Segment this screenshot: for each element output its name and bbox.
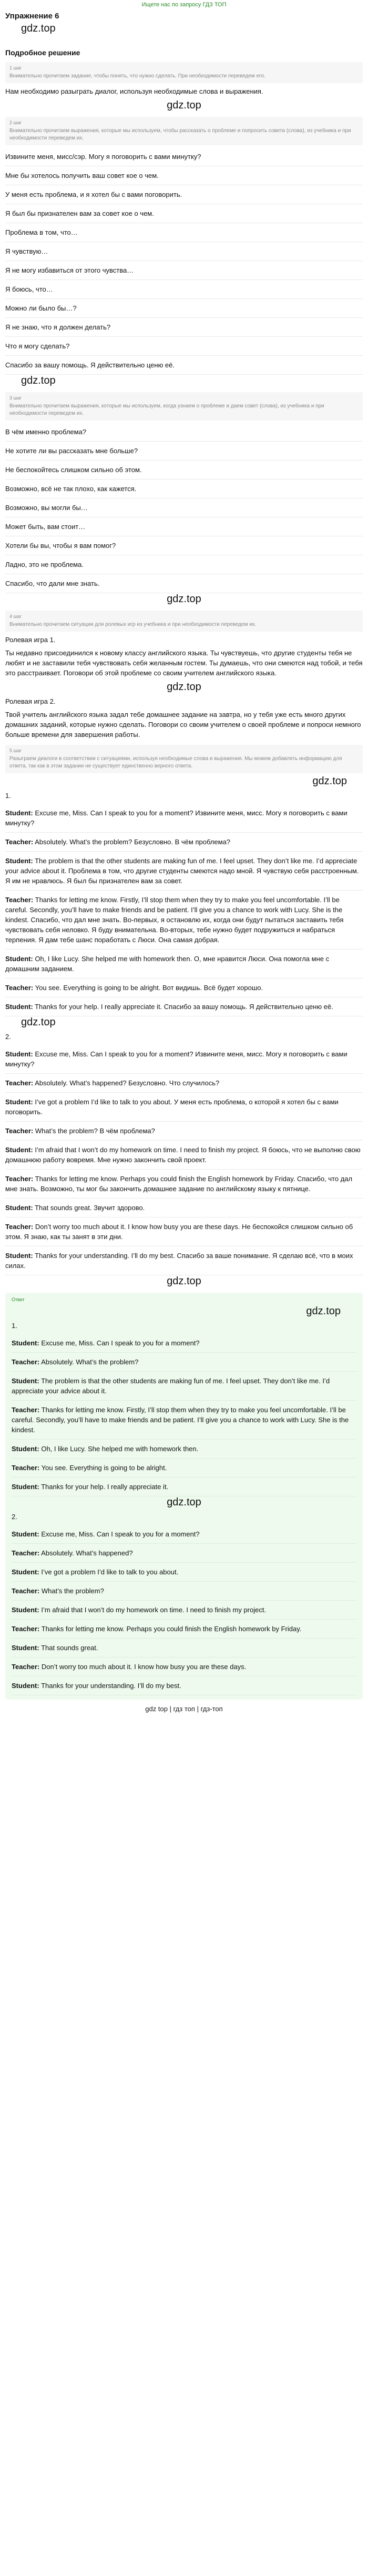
phrase-item: Проблема в том, что… xyxy=(5,223,363,242)
phrase-item: Можно ли было бы…? xyxy=(5,299,363,318)
line-text: Oh, I like Lucy. She helped me with homework then. О, мне нравится Люси. Она помогла мне с домашним заданием. xyxy=(5,955,330,973)
dialogue-line xyxy=(5,1246,363,1275)
speaker-label: Student: xyxy=(5,1050,33,1058)
watermark: gdz.top xyxy=(312,775,347,787)
speaker-label: Student: xyxy=(12,1606,39,1614)
dialogue-line xyxy=(5,1093,363,1122)
speaker-label: Student: xyxy=(12,1568,39,1576)
search-hint-link[interactable]: Ищете нас по запросу ГДЗ ТОП xyxy=(141,2,227,8)
speaker-label: Student: xyxy=(12,1483,39,1491)
dialogue-line xyxy=(5,979,363,997)
dialogue-line xyxy=(12,1582,356,1601)
line-text: I’m afraid that I won’t do my homework on time. I need to finish my project. xyxy=(41,1606,267,1614)
line-text: The problem is that the other students are making fun of me. I feel upset. They don’t like me. I’d appreciate your advice about it. Проблема в том, что другие студенты смеются надо мной. Я чувствую себя расстроенным. Я им не нравлюсь. Я был бы признателен вам за совет. xyxy=(5,857,359,885)
speaker-label: Student: xyxy=(12,1339,39,1347)
line-text: Absolutely. What’s happened? Безусловно. Что случилось? xyxy=(35,1079,220,1087)
speaker-label: Student: xyxy=(12,1377,39,1385)
line-text: Absolutely. What’s the problem? Безусловно. В чём проблема? xyxy=(35,838,231,846)
step-text: Внимательно прочитаем задание, чтобы понять, что нужно сделать. При необходимости переведем его. xyxy=(9,73,265,79)
speaker-label: Student: xyxy=(5,1098,33,1106)
dialogue-line xyxy=(5,852,363,891)
line-text: That sounds great. Звучит здорово. xyxy=(35,1204,145,1212)
line-text: Thanks for letting me know. Firstly, I’ll stop them when they try to make you feel uncomfortable. I’ll be careful. Secondly, you’ll have to make friends and be patient. I’ll give you a chance to work with Lucy. She is the kindest. xyxy=(12,1406,349,1434)
phrase-item: Спасибо за вашу помощь. Я действительно ценю её. xyxy=(5,356,363,375)
speaker-label: Student: xyxy=(5,1252,33,1260)
speaker-label: Teacher: xyxy=(5,838,34,846)
dialogue xyxy=(12,1334,356,1496)
dialogue-line xyxy=(5,1199,363,1217)
line-text: I’ve got a problem I’d like to talk to you about. У меня есть проблема, о которой я хотел бы с вами поговорить. xyxy=(5,1098,339,1116)
watermark: gdz.top xyxy=(167,681,201,693)
phrase-item: Не хотите ли вы рассказать мне больше? xyxy=(5,442,363,461)
speaker-label: Teacher: xyxy=(12,1406,40,1414)
watermark: gdz.top xyxy=(21,23,56,34)
dialogue-number: 2. xyxy=(12,1513,17,1521)
speaker-label: Teacher: xyxy=(5,1079,34,1087)
footer-separator: | xyxy=(197,1705,201,1713)
speaker-label: Teacher: xyxy=(5,1223,34,1231)
footer-link[interactable]: гдз-топ xyxy=(200,1705,223,1713)
dialogue-line xyxy=(12,1563,356,1582)
dialogue-line xyxy=(12,1353,356,1372)
step-box xyxy=(5,62,363,83)
line-text: I’ve got a problem I’d like to talk to you about. xyxy=(41,1568,179,1576)
speaker-label: Student: xyxy=(5,809,33,817)
dialogue-line xyxy=(12,1620,356,1639)
speaker-label: Student: xyxy=(12,1644,39,1652)
step-text: Разыграем диалоги в соответствии с ситуациями, используя необходимые слова и выражения. Мы можем добавлять информацию для ответа, так как в этом задании не существует единственно верного ответа. xyxy=(9,756,342,769)
role-play-text: Твой учитель английского языка задал тебе домашнее задание на завтра, но у тебя уже есть много других домашних заданий, которые нужно сделать. Поговори со своим учителем о своей проблеме и попроси немного больше времени для завершения работы. xyxy=(5,711,361,738)
line-text: Thanks for letting me know. Perhaps you could finish the English homework by Friday. xyxy=(41,1625,302,1633)
dialogue-line xyxy=(12,1401,356,1440)
step-label: 1 шаг xyxy=(9,65,22,71)
step-box xyxy=(5,745,363,773)
watermark: gdz.top xyxy=(167,1275,201,1287)
line-text: Excuse me, Miss. Can I speak to you for a moment? Извините меня, мисс. Могу я поговорить с вами минутку? xyxy=(5,1050,347,1068)
dialogue-line xyxy=(5,1170,363,1199)
phrase-item: Мне бы хотелось получить ваш совет кое о чем. xyxy=(5,166,363,185)
speaker-label: Student: xyxy=(5,1204,33,1212)
phrase-item: Ладно, это не проблема. xyxy=(5,555,363,574)
phrase-list xyxy=(5,423,363,593)
step-text: Внимательно прочитаем ситуации для ролевых игр из учебника и при необходимости переведем их. xyxy=(9,622,257,627)
dialogue-line xyxy=(5,997,363,1016)
answer-label: Ответ xyxy=(12,1297,25,1302)
watermark: gdz.top xyxy=(21,1016,56,1028)
dialogue xyxy=(12,1525,356,1695)
phrase-item: Возможно, всё не так плохо, как кажется. xyxy=(5,480,363,498)
dialogue-line xyxy=(12,1544,356,1563)
line-text: Excuse me, Miss. Can I speak to you for a moment? Извините меня, мисс. Могу я поговорить с вами минутку? xyxy=(5,809,347,827)
speaker-label: Teacher: xyxy=(5,984,34,992)
line-text: Thanks for your understanding. I’ll do my best. Спасибо за ваше понимание. Я сделаю всё, что в моих силах. xyxy=(5,1252,353,1270)
footer-separator: | xyxy=(169,1705,173,1713)
line-text: Thanks for your help. I really appreciate it. Спасибо за вашу помощь. Я действительно ценю её. xyxy=(35,1003,333,1011)
speaker-label: Teacher: xyxy=(12,1663,40,1671)
phrase-list xyxy=(5,147,363,375)
line-text: I’m afraid that I won’t do my homework on time. I need to finish my project. Я боюсь, что не выполню свою домашнюю работу вовремя. Мне нужно закончить свой проект. xyxy=(5,1146,361,1164)
watermark: gdz.top xyxy=(21,375,56,386)
phrase-item: Хотели бы вы, чтобы я вам помог? xyxy=(5,536,363,555)
line-text: Oh, I like Lucy. She helped me with homework then. xyxy=(41,1445,199,1453)
dialogue-line xyxy=(5,1122,363,1141)
dialogue xyxy=(5,1045,363,1275)
speaker-label: Teacher: xyxy=(12,1587,40,1595)
step-label: 4 шаг xyxy=(9,614,22,619)
speaker-label: Student: xyxy=(5,857,33,865)
phrase-item: Я чувствую… xyxy=(5,242,363,261)
dialogue-line xyxy=(5,1074,363,1093)
footer-link[interactable]: гдз топ xyxy=(173,1705,195,1713)
line-text: Thanks for letting me know. Perhaps you could finish the English homework by Friday. Спасибо, что дал мне знать. Возможно, ты мог бы закончить домашнее задание по английскому языку к пятнице. xyxy=(5,1175,353,1193)
dialogue-number: 2. xyxy=(5,1033,11,1041)
step-text: Внимательно прочитаем выражения, которые мы используем, чтобы рассказать о проблеме и попросить совета (слова), из учебника и при необходимости переведем их. xyxy=(9,128,351,141)
line-text: Absolutely. What’s the problem? xyxy=(41,1358,139,1366)
step-label: 5 шаг xyxy=(9,748,22,753)
line-text: Excuse me, Miss. Can I speak to you for a moment? xyxy=(41,1339,200,1347)
phrase-item: Я боюсь, что… xyxy=(5,280,363,299)
speaker-label: Teacher: xyxy=(12,1464,40,1472)
speaker-label: Student: xyxy=(12,1445,39,1453)
dialogue-line xyxy=(12,1440,356,1459)
dialogue-line xyxy=(5,833,363,852)
line-text: Excuse me, Miss. Can I speak to you for a moment? xyxy=(41,1530,200,1538)
page-title: Упражнение 6 xyxy=(5,12,59,21)
step-text: Внимательно прочитаем выражения, которые мы используем, когда узнаем о проблеме и даем совет (слова), из учебника и при необходимости переведем их. xyxy=(9,403,324,416)
dialogue-number: 1. xyxy=(12,1322,17,1330)
line-text: You see. Everything is going to be alright. Вот видишь. Всё будет хорошо. xyxy=(35,984,263,992)
dialogue-line xyxy=(12,1658,356,1676)
dialogue-line xyxy=(12,1525,356,1544)
dialogue-line xyxy=(12,1639,356,1658)
step-box xyxy=(5,117,363,145)
phrase-item: Не беспокойтесь слишком сильно об этом. xyxy=(5,461,363,480)
phrase-item: Спасибо, что дали мне знать. xyxy=(5,574,363,593)
line-text: The problem is that the other students are making fun of me. I feel upset. They don’t like me. I’d appreciate your advice about it. xyxy=(12,1377,330,1395)
line-text: Absolutely. What’s happened? xyxy=(41,1549,133,1557)
dialogue xyxy=(5,804,363,1016)
phrase-item: Извините меня, мисс/сэр. Могу я поговорить с вами минутку? xyxy=(5,147,363,166)
dialogue-line xyxy=(5,804,363,833)
line-text: What’s the problem? В чём проблема? xyxy=(35,1127,155,1135)
line-text: Thanks for your understanding. I’ll do my best. xyxy=(41,1682,181,1690)
phrase-item: У меня есть проблема, и я хотел бы с вами поговорить. xyxy=(5,185,363,204)
dialogue-line xyxy=(12,1601,356,1620)
speaker-label: Teacher: xyxy=(12,1358,40,1366)
speaker-label: Student: xyxy=(12,1682,39,1690)
dialogue-line xyxy=(5,950,363,979)
line-text: That sounds great. xyxy=(41,1644,98,1652)
phrase-item: В чём именно проблема? xyxy=(5,423,363,442)
step-box xyxy=(5,611,363,632)
step-label: 2 шаг xyxy=(9,120,22,125)
speaker-label: Student: xyxy=(12,1530,39,1538)
speaker-label: Student: xyxy=(5,1003,33,1011)
speaker-label: Teacher: xyxy=(12,1625,40,1633)
footer-link[interactable]: gdz top xyxy=(145,1705,168,1713)
footer xyxy=(5,1705,363,1713)
dialogue-line xyxy=(5,1141,363,1170)
line-text: Thanks for letting me know. Firstly, I’ll stop them when they try to make you feel uncomfortable. I’ll be careful. Secondly, you’ll have to make friends and be patient. I’ll give you a chance to work with Lucy. She is the kindest. Спасибо, что дал мне знать. Во-первых, я остановлю их, когда они будут пытаться заставить тебя чувствовать себя неловко. Я буду внимательна. Во-вторых, тебе нужно будет подружиться и набраться терпения. Я дам тебе шанс поработать с Люси. Она самая добрая. xyxy=(5,896,344,944)
phrase-item: Я не могу избавиться от этого чувства… xyxy=(5,261,363,280)
dialogue-line xyxy=(5,1217,363,1246)
step-box xyxy=(5,392,363,421)
speaker-label: Teacher: xyxy=(12,1549,40,1557)
speaker-label: Student: xyxy=(5,955,33,963)
section-title: Подробное решение xyxy=(5,48,80,57)
watermark: gdz.top xyxy=(167,593,201,605)
dialogue-line xyxy=(5,891,363,950)
role-play-title: Ролевая игра 1. xyxy=(5,636,56,644)
phrase-item: Я был бы признателен вам за совет кое о чем. xyxy=(5,204,363,223)
phrase-item: Может быть, вам стоит… xyxy=(5,517,363,536)
speaker-label: Teacher: xyxy=(5,1175,34,1183)
dialogue-line xyxy=(5,1045,363,1074)
phrase-item: Что я могу сделать? xyxy=(5,337,363,356)
speaker-label: Teacher: xyxy=(5,896,34,904)
dialogue-line xyxy=(12,1477,356,1496)
line-text: Don’t worry too much about it. I know how busy you are these days. xyxy=(41,1663,247,1671)
phrase-item: Возможно, вы могли бы… xyxy=(5,498,363,517)
step-label: 3 шаг xyxy=(9,395,22,401)
role-play-text: Ты недавно присоединился к новому классу английского языка. Ты чувствуешь, что другие студенты тебя не любят и не заставили тебя чувствовать себя желанным гостем. Ты думаешь, что они смеются над тобой, и тебя это расстраивает. Поговори об этой проблеме со своим учителем английского языка. xyxy=(5,649,363,677)
phrase-item: Я не знаю, что я должен делать? xyxy=(5,318,363,337)
dialogue-line xyxy=(12,1372,356,1401)
intro-text: Нам необходимо разыграть диалог, используя необходимые слова и выражения. xyxy=(5,87,263,95)
line-text: You see. Everything is going to be alright. xyxy=(41,1464,167,1472)
speaker-label: Student: xyxy=(5,1146,33,1154)
dialogue-line xyxy=(12,1459,356,1477)
watermark: gdz.top xyxy=(306,1305,341,1317)
role-play-title: Ролевая игра 2. xyxy=(5,697,56,705)
dialogue-line xyxy=(12,1676,356,1695)
answer-box xyxy=(5,1293,363,1700)
dialogue-number: 1. xyxy=(5,792,11,800)
line-text: What’s the problem? xyxy=(41,1587,104,1595)
line-text: Don’t worry too much about it. I know how busy you are these days. Не беспокойся слишком сильно об этом. Я знаю, как ты занят в эти дни. xyxy=(5,1223,353,1241)
dialogue-line xyxy=(12,1334,356,1353)
watermark: gdz.top xyxy=(167,99,201,111)
watermark: gdz.top xyxy=(167,1496,201,1508)
line-text: Thanks for your help. I really appreciate it. xyxy=(41,1483,169,1491)
speaker-label: Teacher: xyxy=(5,1127,34,1135)
